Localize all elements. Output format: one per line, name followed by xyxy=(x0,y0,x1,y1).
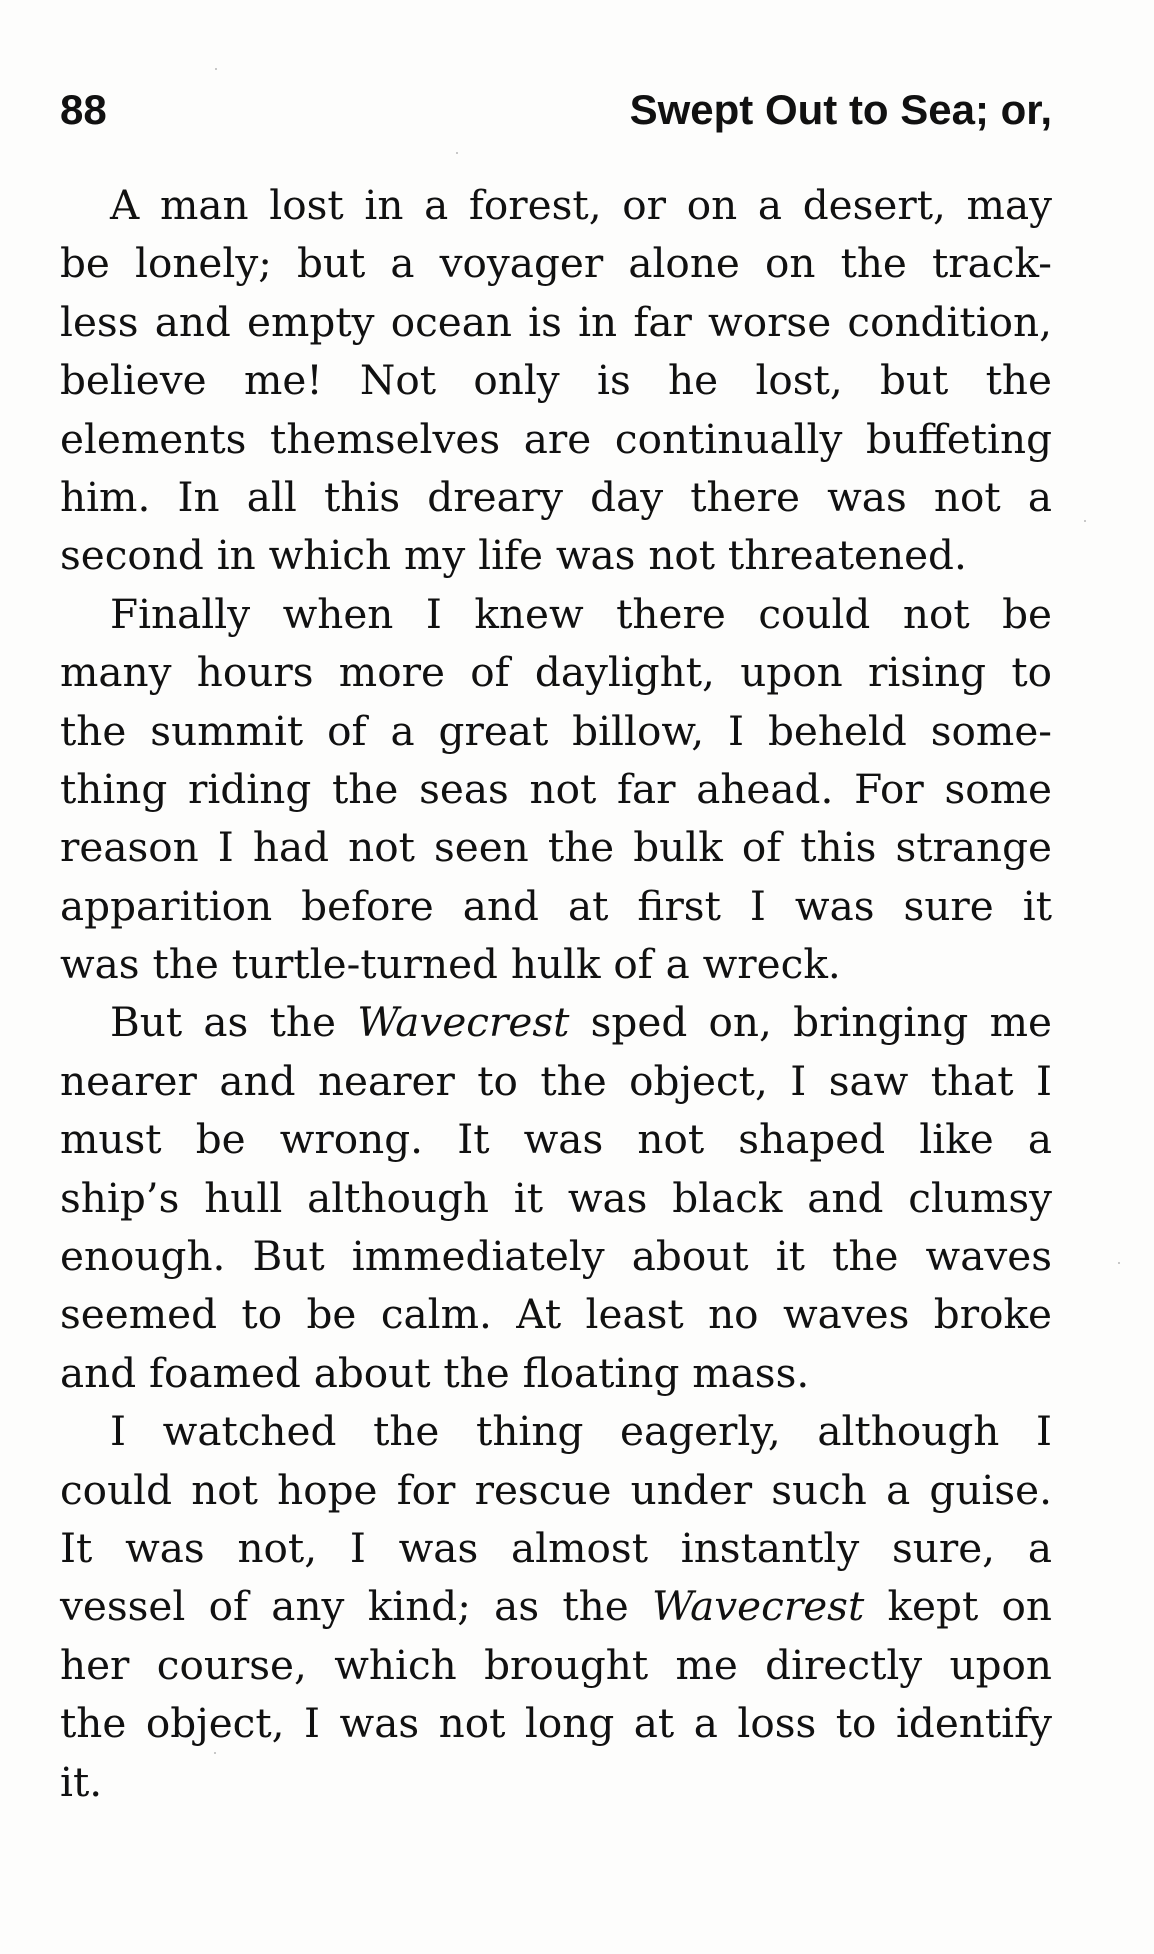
text-fragment: vessel of any kind; as the xyxy=(60,1582,653,1631)
text-line: the summit of a great billow, I beheld some- xyxy=(60,706,1052,755)
page-number: 88 xyxy=(60,86,107,133)
text-line: enough. But immediately about it the waves xyxy=(60,1232,1052,1281)
text-line: I watched the thing eagerly, although I xyxy=(110,1407,1052,1456)
text-line: him. In all this dreary day there was not a xyxy=(60,472,1052,521)
text-line: elements themselves are continually buffeting xyxy=(60,414,1052,463)
text-line: could not hope for rescue under such a guise. xyxy=(60,1465,1052,1514)
text-line: and foamed about the floating mass. xyxy=(60,1348,810,1397)
text-line xyxy=(60,993,1052,1051)
text-line: ship’s hull although it was black and clumsy xyxy=(60,1173,1052,1222)
text-line: was the turtle-turned hulk of a wreck. xyxy=(60,940,841,989)
text-line: it. xyxy=(60,1757,103,1806)
text-line: thing riding the seas not far ahead. For some xyxy=(60,764,1052,813)
text-line: second in which my life was not threatened. xyxy=(60,531,967,580)
text-line: It was not, I was almost instantly sure, a xyxy=(60,1523,1052,1572)
text-line: her course, which brought me directly upon xyxy=(60,1640,1052,1689)
text-fragment: kept on xyxy=(864,1582,1052,1631)
text-line: many hours more of daylight, upon rising to xyxy=(60,648,1052,697)
text-line: nearer and nearer to the object, I saw that I xyxy=(60,1056,1052,1105)
paper-speck xyxy=(214,1752,216,1754)
running-title: Swept Out to Sea; or, xyxy=(629,86,1052,133)
running-head xyxy=(60,80,1052,140)
paper-speck xyxy=(1118,1262,1120,1264)
text-fragment: sped on, bringing me xyxy=(569,998,1052,1047)
text-line: believe me! Not only is he lost, but the xyxy=(60,356,1052,405)
text-line: be lonely; but a voyager alone on the track- xyxy=(60,239,1052,288)
body-text xyxy=(60,176,1052,1811)
text-line xyxy=(60,1577,1052,1635)
text-line: less and empty ocean is in far worse condition, xyxy=(60,297,1052,346)
text-line: apparition before and at first I was sure it xyxy=(60,881,1052,930)
paper-speck xyxy=(215,68,217,70)
text-line: Finally when I knew there could not be xyxy=(110,589,1052,638)
text-line: seemed to be calm. At least no waves broke xyxy=(60,1290,1052,1339)
paper-speck xyxy=(456,152,458,154)
paper-speck xyxy=(1084,520,1086,522)
text-line: A man lost in a forest, or on a desert, may xyxy=(110,181,1052,229)
text-line: the object, I was not long at a loss to identify xyxy=(60,1699,1052,1748)
ship-name-italic: Wavecrest xyxy=(652,1582,865,1631)
text-line: must be wrong. It was not shaped like a xyxy=(60,1115,1052,1164)
ship-name-italic: Wavecrest xyxy=(357,998,570,1047)
text-line: reason I had not seen the bulk of this strange xyxy=(60,823,1052,872)
text-fragment: But as the xyxy=(110,998,358,1047)
